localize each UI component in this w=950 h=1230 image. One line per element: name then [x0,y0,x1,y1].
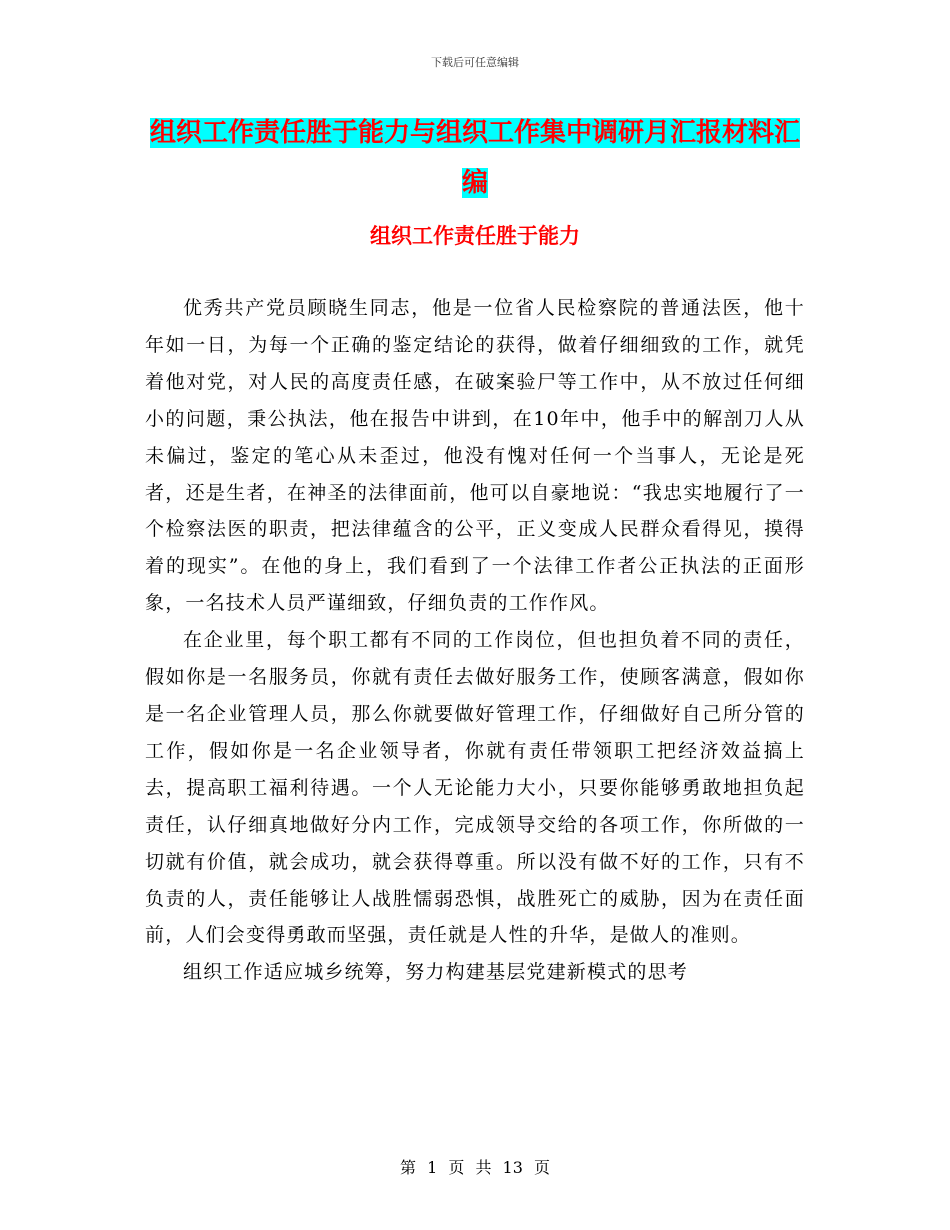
paragraph: 优秀共产党员顾晓生同志，他是一位省人民检察院的普通法医，他十年如一日，为每一个正确的鉴定结论的获得，做着仔细细致的工作，就凭着他对党，对人民的高度责任感，在破案验尸等工作中，从不放过任何细小的问题，秉公执法，他在报告中讲到，在10年中，他手中的解剖刀人从未偏过，鉴定的笔心从未歪过，他没有愧对任何一个当事人，无论是死者，还是生者，在神圣的法律面前，他可以自豪地说：“我忠实地履行了一个检察法医的职责，把法律蕴含的公平，正义变成人民群众看得见，摸得着的现实”。在他的身上，我们看到了一个法律工作者公正执法的正面形象，一名技术人员严谨细致，仔细负责的工作作风。 [145,297,805,615]
paragraph: 组织工作适应城乡统筹，努力构建基层党建新模式的思考 [183,961,689,984]
document-title-text: 组织工作责任胜于能力与组织工作集中调研月汇报材料汇编 [149,118,800,198]
header-note: 下载后可任意编辑 [431,56,519,69]
section-title: 组织工作责任胜于能力 [370,224,580,248]
paragraph: 在企业里，每个职工都有不同的工作岗位，但也担负着不同的责任，假如你是一名服务员，你就有责任去做好服务工作，使顾客满意，假如你是一名企业管理人员，那么你就要做好管理工作，仔细做好自己所分管的工作，假如你是一名企业领导者，你就有责任带领职工把经济效益搞上去，提高职工福利待遇。一个人无论能力大小，只要你能够勇敢地担负起责任，认仔细真地做好分内工作，完成领导交给的各项工作，你所做的一切就有价值，就会成功，就会获得尊重。所以没有做不好的工作，只有不负责的人，责任能够让人战胜懦弱恐惧，战胜死亡的威胁，因为在责任面前，人们会变得勇敢而坚强，责任就是人性的升华，是做人的准则。 [145,629,805,947]
document-body [145,290,805,991]
document-title [140,108,810,208]
page-number-footer: 第 1 页 共 13 页 [400,1158,550,1177]
